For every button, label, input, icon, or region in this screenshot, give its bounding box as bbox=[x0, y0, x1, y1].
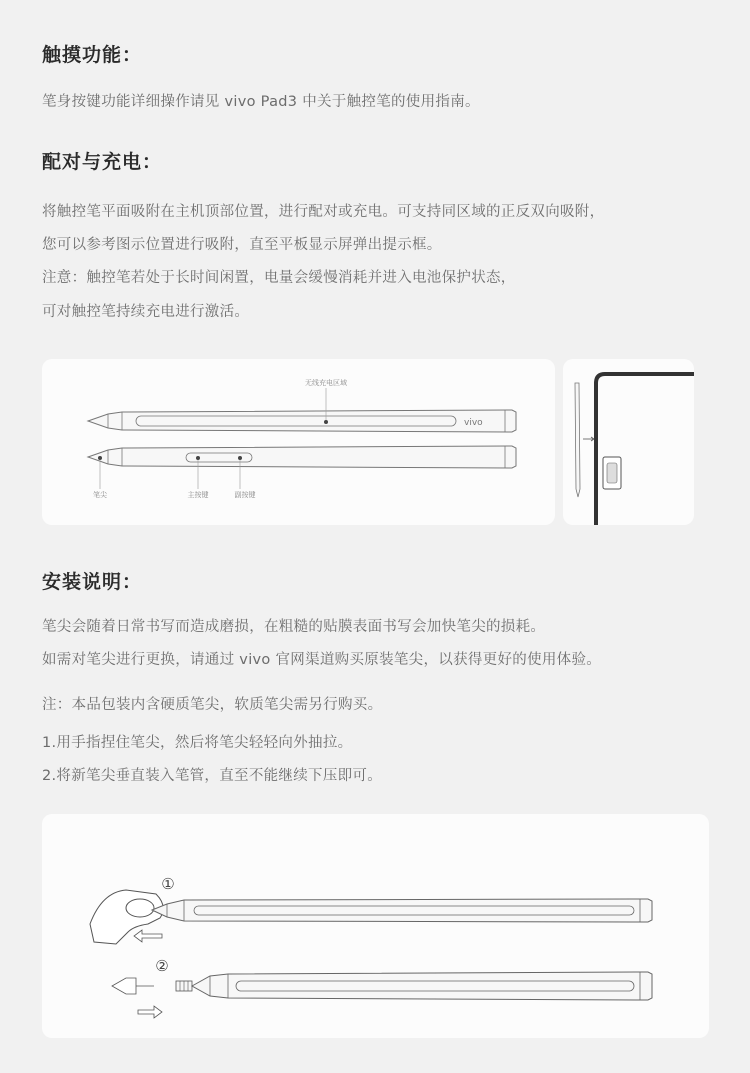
install-text-1: 笔尖会随着日常书写而造成磨损，在粗糙的贴膜表面书写会加快笔尖的损耗。 bbox=[42, 619, 546, 635]
touch-text: 笔身按键功能详细操作请见 vivo Pad3 中关于触控笔的使用指南。 bbox=[42, 94, 480, 110]
pairing-text-1: 将触控笔平面吸附在主机顶部位置，进行配对或充电。可支持同区域的正反双向吸附， bbox=[42, 204, 605, 220]
install-step-1: 1.用手指捏住笔尖，然后将笔尖轻轻向外抽拉。 bbox=[42, 735, 353, 751]
step-2-marker: ② bbox=[155, 957, 169, 975]
pairing-text-3: 注意：触控笔若处于长时间闲置，电量会缓慢消耗并进入电池保护状态， bbox=[42, 270, 516, 286]
install-note: 注：本品包装内含硬质笔尖，软质笔尖需另行购买。 bbox=[42, 697, 383, 713]
tablet-diagram-card bbox=[563, 359, 694, 525]
pen-diagram-card bbox=[42, 359, 555, 525]
install-diagram-card bbox=[42, 814, 709, 1038]
pairing-text-2: 您可以参考图示位置进行吸附，直至平板显示屏弹出提示框。 bbox=[42, 237, 442, 253]
main-key-label: 主按键 bbox=[187, 491, 209, 499]
install-step-2: 2.将新笔尖垂直装入笔管，直至不能继续下压即可。 bbox=[42, 768, 383, 784]
touch-title: 触摸功能： bbox=[42, 44, 143, 66]
pairing-title: 配对与充电： bbox=[42, 151, 163, 173]
sub-key-label: 副按键 bbox=[234, 491, 256, 499]
nib bbox=[112, 978, 136, 994]
pull-arrow-icon bbox=[134, 930, 162, 942]
tablet-diagram bbox=[563, 359, 694, 525]
install-title: 安装说明： bbox=[42, 571, 143, 593]
wireless-label: 无线充电区域 bbox=[305, 379, 347, 387]
step-1-marker: ① bbox=[161, 875, 175, 893]
install-text-2: 如需对笔尖进行更换，请通过 vivo 官网渠道购买原装笔尖，以获得更好的使用体验。 bbox=[42, 652, 602, 668]
pairing-text-4: 可对触控笔持续充电进行激活。 bbox=[42, 304, 250, 320]
push-arrow-icon bbox=[138, 1006, 162, 1018]
tip-label: 笔尖 bbox=[93, 491, 107, 499]
install-diagram bbox=[42, 814, 709, 1038]
wireless-zone-dot bbox=[324, 420, 328, 424]
pen-diagram bbox=[42, 359, 555, 525]
brand-logo: vivo bbox=[464, 418, 483, 428]
